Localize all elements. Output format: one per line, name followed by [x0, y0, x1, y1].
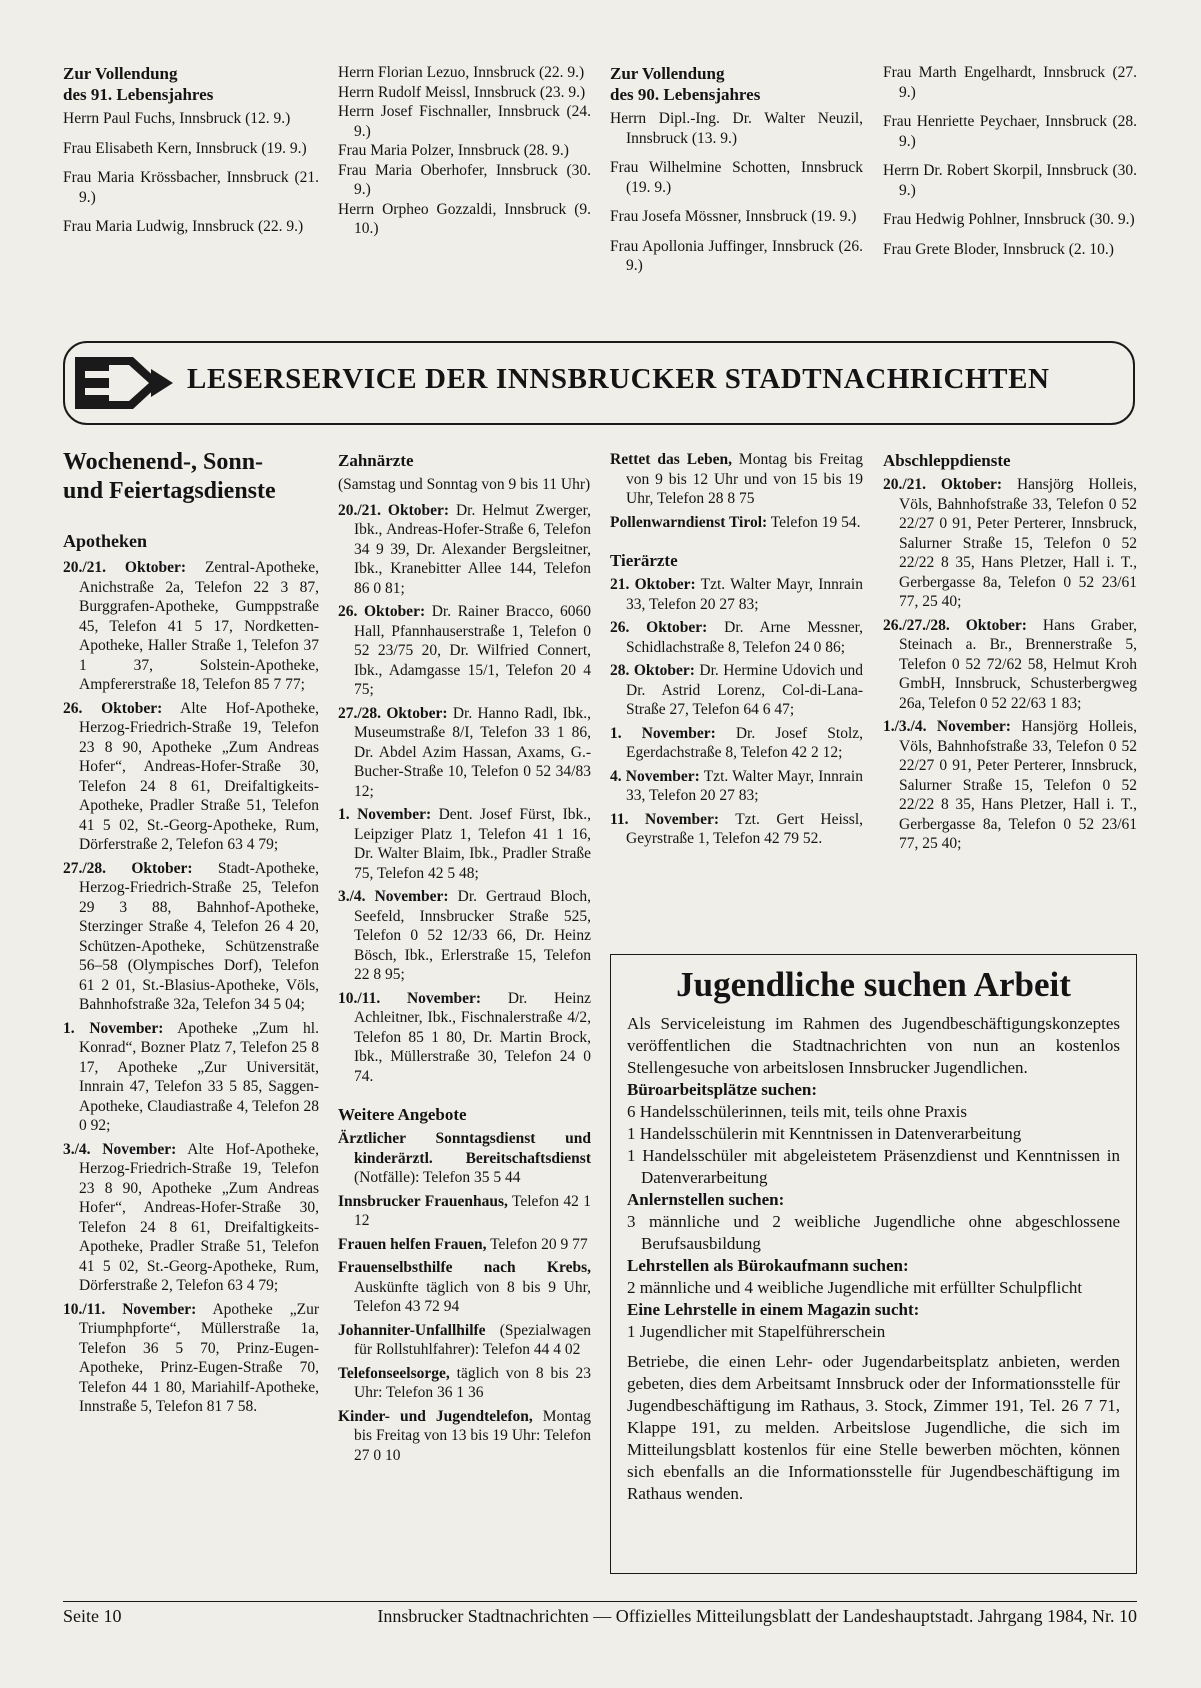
vet-entry [610, 575, 863, 614]
entry-text: Dr. Hermine Udovich und Dr. Astrid Lorenz, Col-di-Lana-Straße 27, Telefon 64 6 47; [626, 662, 864, 718]
service-entry [338, 1321, 591, 1360]
jobs-box [610, 954, 1137, 1574]
birthday-entry: Frau Maria Oberhofer, Innsbruck (30. 9.) [338, 161, 591, 198]
birthday-entry: Herrn Florian Lezuo, Innsbruck (22. 9.) [338, 64, 585, 81]
section-heading-abschlepp: Abschleppdienste [883, 451, 1011, 470]
entry-date: 1. November: [610, 724, 716, 742]
dentist-entry [338, 501, 591, 599]
entry-text: (Notfälle): Telefon 35 5 44 [354, 1169, 521, 1186]
entry-name: Pollenwarndienst Tirol: [610, 513, 768, 531]
birthday-entry: Herrn Orpheo Gozzaldi, Innsbruck (9. 10.) [338, 200, 591, 237]
service-entry [338, 1258, 591, 1317]
entry-text: Dr. Arne Messner, Schidlachstraße 8, Telefon 24 0 86; [626, 619, 864, 656]
pharmacy-entry [63, 1019, 319, 1136]
jobs-group-heading: Anlernstellen suchen: [627, 1190, 785, 1209]
vet-entry [610, 618, 863, 657]
jobs-item: 1 Jugendlicher mit Stapelführerschein [627, 1322, 886, 1341]
publication-line: Innsbrucker Stadtnachrichten — Offizielles Mitteilungsblatt der Landeshauptstadt. Jahrgang 1984, Nr. 10 [377, 1606, 1137, 1626]
entry-date: 28. Oktober: [610, 662, 695, 679]
entry-text: Tzt. Walter Mayr, Innrain 33, Telefon 20 27 83; [626, 576, 863, 613]
entry-date: 20./21. Oktober: [338, 501, 450, 519]
entry-name: Frauen helfen Frauen, [338, 1235, 487, 1253]
entry-name: Kinder- und Jugendtelefon, [338, 1407, 533, 1425]
birthday-entry: Frau Henriette Peychaer, Innsbruck (28. 9.) [883, 113, 1137, 150]
towing-entry [883, 475, 1137, 612]
entry-text: Dent. Josef Fürst, Ibk., Leipziger Platz 1, Telefon 41 1 16, Dr. Walter Blaim, Ibk., Pradler Straße 75, Telefon 42 5 48; [354, 806, 591, 882]
section-note: (Samstag und Sonntag von 9 bis 11 Uhr) [338, 476, 591, 493]
entry-text: Stadt-Apotheke, Herzog-Friedrich-Straße 25, Telefon 29 3 88, Bahnhof-Apotheke, Sterzinger Straße 4, Telefon 26 4 20, Schützen-Apotheke, Schützenstraße 56–58 (Olympisches Dorf), Telefon 61 2 01, St.-Blasius-Apotheke, Völs, Bahnhofstraße 32a, Telefon 34 5 04; [79, 859, 320, 1013]
entry-date: 10./11. November: [63, 1300, 197, 1318]
entry-text: Hansjörg Holleis, Völs, Bahnhofstraße 33, Telefon 0 52 22/27 0 91, Peter Perterer, Innsbruck, Salurner Straße 15, Telefon 0 52 22/22 8 35, Hans Pletzer, Hall i. T., Gerbergasse 8a, Telefon 0 52 23/61 77, 25 40; [899, 718, 1138, 852]
entry-date: 1./3./4. November: [883, 718, 1011, 735]
entry-text: Telefon 42 1 12 [354, 1192, 591, 1229]
towing-entry [883, 717, 1137, 854]
entry-text: Dr. Rainer Bracco, 6060 Hall, Pfannhauserstraße 1, Telefon 0 52 23/75 20, Dr. Wilfried Connert, Ibk., Adamgasse 15/1, Telefon 20 4 75; [354, 603, 591, 698]
service-entry [338, 1407, 591, 1466]
entry-date: 26. Oktober: [63, 699, 163, 717]
birthday-entry: Frau Maria Krössbacher, Innsbruck (21. 9.) [63, 169, 319, 206]
birthday-entry: Frau Maria Ludwig, Innsbruck (22. 9.) [63, 218, 304, 235]
birthday-entry: Herrn Rudolf Meissl, Innsbruck (23. 9.) [338, 83, 586, 101]
entry-text: Tzt. Gert Heissl, Geyrstraße 1, Telefon 42 79 52. [626, 810, 863, 847]
entry-date: 3./4. November: [338, 888, 449, 905]
birthday-entry: Herrn Paul Fuchs, Innsbruck (12. 9.) [63, 110, 291, 127]
entry-name: Ärztlicher Sonntagsdienst und kinderärztl. Bereitschaftsdienst [338, 1130, 591, 1167]
entry-text: Dr. Josef Stolz, Egerdachstraße 8, Telefon 42 2 12; [626, 724, 863, 761]
jobs-item: 6 Handelsschülerinnen, teils mit, teils ohne Praxis [627, 1102, 967, 1121]
birthday-entry: Frau Josefa Mössner, Innsbruck (19. 9.) [610, 208, 857, 225]
jobs-group-heading: Eine Lehrstelle in einem Magazin sucht: [627, 1300, 920, 1319]
vet-entry [610, 724, 863, 763]
entry-name: Telefonseelsorge, [338, 1364, 450, 1382]
entry-text: Dr. Heinz Achleitner, Ibk., Fischnalerstraße 4/2, Telefon 85 1 80, Dr. Martin Brock, Ibk., Müllerstraße 30, Telefon 24 0 74. [354, 989, 592, 1085]
page-number: Seite 10 [63, 1606, 122, 1626]
dentist-entry [338, 704, 591, 802]
birthday-entry: Frau Elisabeth Kern, Innsbruck (19. 9.) [63, 139, 307, 157]
jobs-item: 3 männliche und 2 weibliche Jugendliche ohne abgeschlossene Berufsausbildung [627, 1212, 1120, 1253]
entry-name: Frauenselbsthilfe nach Krebs, [338, 1259, 591, 1276]
dentist-entry [338, 887, 591, 985]
service-entry [338, 1364, 591, 1403]
entry-date: 3./4. November: [63, 1140, 177, 1158]
leserservice-banner [63, 341, 1135, 425]
birthday-entry: Frau Marth Engelhardt, Innsbruck (27. 9.) [883, 64, 1137, 101]
services-col-3 [610, 450, 863, 853]
birthday-entry: Frau Wilhelmine Schotten, Innsbruck (19. 9.) [610, 159, 863, 196]
entry-date: 1. November: [63, 1019, 164, 1037]
birthday-heading: Zur Vollendung [63, 64, 178, 83]
dentist-entry [338, 805, 591, 883]
service-entry [338, 1192, 591, 1231]
services-title: und Feiertagsdienste [63, 478, 276, 504]
stadtnachrichten-logo-icon [73, 353, 183, 413]
dentist-entry [338, 602, 591, 700]
jobs-group-heading: Lehrstellen als Bürokaufmann suchen: [627, 1256, 909, 1275]
birthday-heading: des 91. Lebensjahres [63, 85, 214, 104]
section-heading-apotheken: Apotheken [63, 531, 148, 551]
entry-text: Dr. Helmut Zwerger, Ibk., Andreas-Hofer-Straße 6, Telefon 34 9 39, Dr. Alexander Bergsleitner, Ibk., Kranebitter Allee 144, Telefon 86 0 81; [354, 501, 592, 597]
service-entry [338, 1235, 591, 1255]
services-col-4 [883, 450, 1137, 858]
entry-date: 27./28. Oktober: [63, 859, 193, 877]
birthdays-col-2 [338, 63, 591, 239]
entry-text: Dr. Hanno Radl, Ibk., Museumstraße 8/I, Telefon 33 1 86, Dr. Abdel Azim Hassan, Axams, G.-Bucher-Straße 10, Telefon 0 52 34/83 12; [354, 704, 591, 800]
entry-date: 20./21. Oktober: [63, 559, 187, 576]
vet-entry [610, 661, 863, 720]
entry-text: Telefon 19 54. [770, 513, 861, 531]
jobs-intro: Als Serviceleistung im Rahmen des Jugendbeschäftigungskonzeptes veröffentlichen die Stadtnachrichten von nun an kostenlos Stellengesuche von arbeitslosen Innsbrucker Jugendlichen. [627, 1014, 1120, 1077]
entry-text: Dr. Gertraud Bloch, Seefeld, Innsbrucker Straße 525, Telefon 0 52 12/33 66, Dr. Heinz Bösch, Ibk., Erlerstraße 15, Telefon 22 8 95; [354, 888, 592, 983]
entry-date: 20./21. Oktober: [883, 476, 1003, 493]
entry-text: Alte Hof-Apotheke, Herzog-Friedrich-Straße 19, Telefon 23 8 90, Apotheke „Zum Andreas Hofer“, Andreas-Hofer-Straße 30, Telefon 24 8 61, Dreifaltigkeits-Apotheke, Pradler Straße 51, Telefon 41 5 02, St.-Georg-Apotheke, Rum, Dörferstraße 2, Telefon 63 4 79; [79, 1140, 319, 1294]
entry-date: 21. Oktober: [610, 576, 696, 593]
vet-entry [610, 810, 863, 849]
jobs-outro: Betriebe, die einen Lehr- oder Jugendarbeitsplatz anbieten, werden gebeten, dies dem Arbeitsamt Innsbruck oder der Informationsstelle für Jugendbeschäftigung im Rathaus, 3. Stock, Zimmer 191, Tel. 26 7 71, Klappe 191, zu melden. Arbeitslose Jugendliche, die sich im Mitteilungsblatt kostenlos für eine Stelle bewerben möchten, können sich ebenfalls an die Informationsstelle für Jugendbeschäftigung im Rathaus wenden. [627, 1352, 1120, 1503]
services-col-1 [63, 448, 319, 1421]
entry-name: Innsbrucker Frauenhaus, [338, 1192, 508, 1210]
towing-entry [883, 616, 1137, 714]
pharmacy-entry [63, 558, 319, 695]
banner-title: LESERSERVICE DER INNSBRUCKER STADTNACHRICHTEN [187, 363, 1050, 395]
section-heading-zahnaerzte: Zahnärzte [338, 451, 414, 470]
services-title: Wochenend-, Sonn- [63, 449, 264, 475]
birthday-entry: Herrn Dipl.-Ing. Dr. Walter Neuzil, Innsbruck (13. 9.) [610, 110, 863, 147]
entry-text: Hansjörg Holleis, Völs, Bahnhofstraße 33, Telefon 0 52 22/27 0 91, Peter Perterer, Innsbruck, Salurner Straße 15, Telefon 0 52 22/22 8 35, Hans Pletzer, Hall i. T., Gerbergasse 8a, Telefon 0 52 23/61 77, 25 40; [899, 476, 1137, 610]
entry-text: Hans Graber, Steinach a. Br., Brennerstraße 5, Telefon 0 52 72/62 58, Helmut Kroh GmbH, Innsbruck, Schusterbergweg 26a, Telefon 0 52 22/63 1 83; [899, 616, 1138, 712]
entry-date: 26. Oktober: [610, 619, 708, 636]
services-col-2 [338, 450, 591, 1469]
entry-text: Tzt. Walter Mayr, Innrain 33, Telefon 20 27 83; [626, 767, 863, 804]
pharmacy-entry [63, 859, 319, 1015]
pharmacy-entry [63, 1300, 319, 1417]
dentist-entry [338, 989, 591, 1087]
service-entry [610, 450, 863, 509]
entry-date: 11. November: [610, 810, 720, 828]
pharmacy-entry [63, 1140, 319, 1296]
birthday-entry: Frau Maria Polzer, Innsbruck (28. 9.) [338, 142, 569, 159]
entry-date: 1. November: [338, 806, 432, 823]
section-heading-weitere: Weitere Angebote [338, 1105, 467, 1124]
jobs-title: Jugendliche suchen Arbeit [676, 965, 1071, 1004]
entry-date: 10./11. November: [338, 989, 482, 1007]
section-heading-tieraerzte: Tierärzte [610, 551, 678, 570]
service-entry [338, 1129, 591, 1188]
entry-date: 4. November: [610, 767, 700, 785]
entry-text: (Spezialwagen für Rollstuhlfahrer): Telefon 44 4 02 [354, 1321, 591, 1358]
birthday-entry: Frau Grete Bloder, Innsbruck (2. 10.) [883, 240, 1114, 258]
birthdays-col-4 [883, 63, 1137, 263]
birthdays-col-1 [63, 63, 319, 241]
entry-text: täglich von 8 bis 23 Uhr: Telefon 36 1 36 [354, 1364, 591, 1401]
jobs-group-heading: Büroarbeitsplätze suchen: [627, 1080, 817, 1099]
entry-text: Apotheke „Zum hl. Konrad“, Bozner Platz 7, Telefon 25 8 17, Apotheke „Zur Universität, Innrain 47, Telefon 33 5 85, Saggen-Apotheke, Claudiastraße 4, Telefon 28 0 92; [79, 1019, 319, 1134]
birthday-entry: Frau Hedwig Pohlner, Innsbruck (30. 9.) [883, 211, 1135, 228]
birthday-entry: Herrn Josef Fischnaller, Innsbruck (24. 9.) [338, 103, 591, 140]
jobs-item: 1 Handelsschüler mit abgeleistetem Präsenzdienst und Kenntnissen in Datenverarbeitung [627, 1146, 1120, 1187]
entry-text: Apotheke „Zur Triumphpforte“, Müllerstraße 1a, Telefon 36 5 70, Prinz-Eugen-Apotheke, Prinz-Eugen-Straße 70, Telefon 44 1 80, Mariahilf-Apotheke, Innstraße 5, Telefon 81 7 58. [79, 1300, 319, 1415]
entry-text: Auskünfte täglich von 8 bis 9 Uhr, Telefon 43 72 94 [354, 1278, 591, 1315]
service-entry [610, 513, 863, 533]
entry-name: Johanniter-Unfallhilfe [338, 1321, 486, 1339]
entry-text: Telefon 20 9 77 [490, 1235, 588, 1253]
birthday-heading: des 90. Lebensjahres [610, 85, 761, 104]
vet-entry [610, 767, 863, 806]
birthday-entry: Herrn Dr. Robert Skorpil, Innsbruck (30. 9.) [883, 162, 1137, 199]
entry-date: 26./27./28. Oktober: [883, 616, 1027, 634]
entry-text: Montag bis Freitag von 13 bis 19 Uhr: Telefon 27 0 10 [354, 1407, 591, 1464]
entry-text: Zentral-Apotheke, Anichstraße 2a, Telefon 22 3 87, Burggrafen-Apotheke, Gumppstraße 45, Telefon 41 5 17, Nordketten-Apotheke, Haller Straße 1, Telefon 37 1 37, Solstein-Apotheke, Ampfererstraße 18, Telefon 85 7 77; [79, 559, 319, 693]
pharmacy-entry [63, 699, 319, 855]
entry-text: Montag bis Freitag von 9 bis 12 Uhr und von 15 bis 19 Uhr, Telefon 28 8 75 [626, 451, 864, 507]
entry-name: Rettet das Leben, [610, 451, 732, 468]
entry-date: 27./28. Oktober: [338, 704, 448, 722]
footer-rule [63, 1601, 1137, 1602]
entry-text: Alte Hof-Apotheke, Herzog-Friedrich-Straße 19, Telefon 23 8 90, Apotheke „Zum Andreas Hofer“, Andreas-Hofer-Straße 30, Telefon 24 8 61, Dreifaltigkeits-Apotheke, Pradler Straße 51, Telefon 41 5 02, St.-Georg-Apotheke, Rum, Dörferstraße 2, Telefon 63 4 79; [79, 699, 319, 853]
birthday-entry: Frau Apollonia Juffinger, Innsbruck (26. 9.) [610, 237, 863, 274]
entry-date: 26. Oktober: [338, 603, 426, 620]
jobs-item: 2 männliche und 4 weibliche Jugendliche mit erfüllter Schulpflicht [627, 1278, 1083, 1297]
birthday-heading: Zur Vollendung [610, 64, 725, 83]
jobs-item: 1 Handelsschülerin mit Kenntnissen in Datenverarbeitung [627, 1124, 1022, 1143]
birthdays-col-3 [610, 63, 863, 280]
